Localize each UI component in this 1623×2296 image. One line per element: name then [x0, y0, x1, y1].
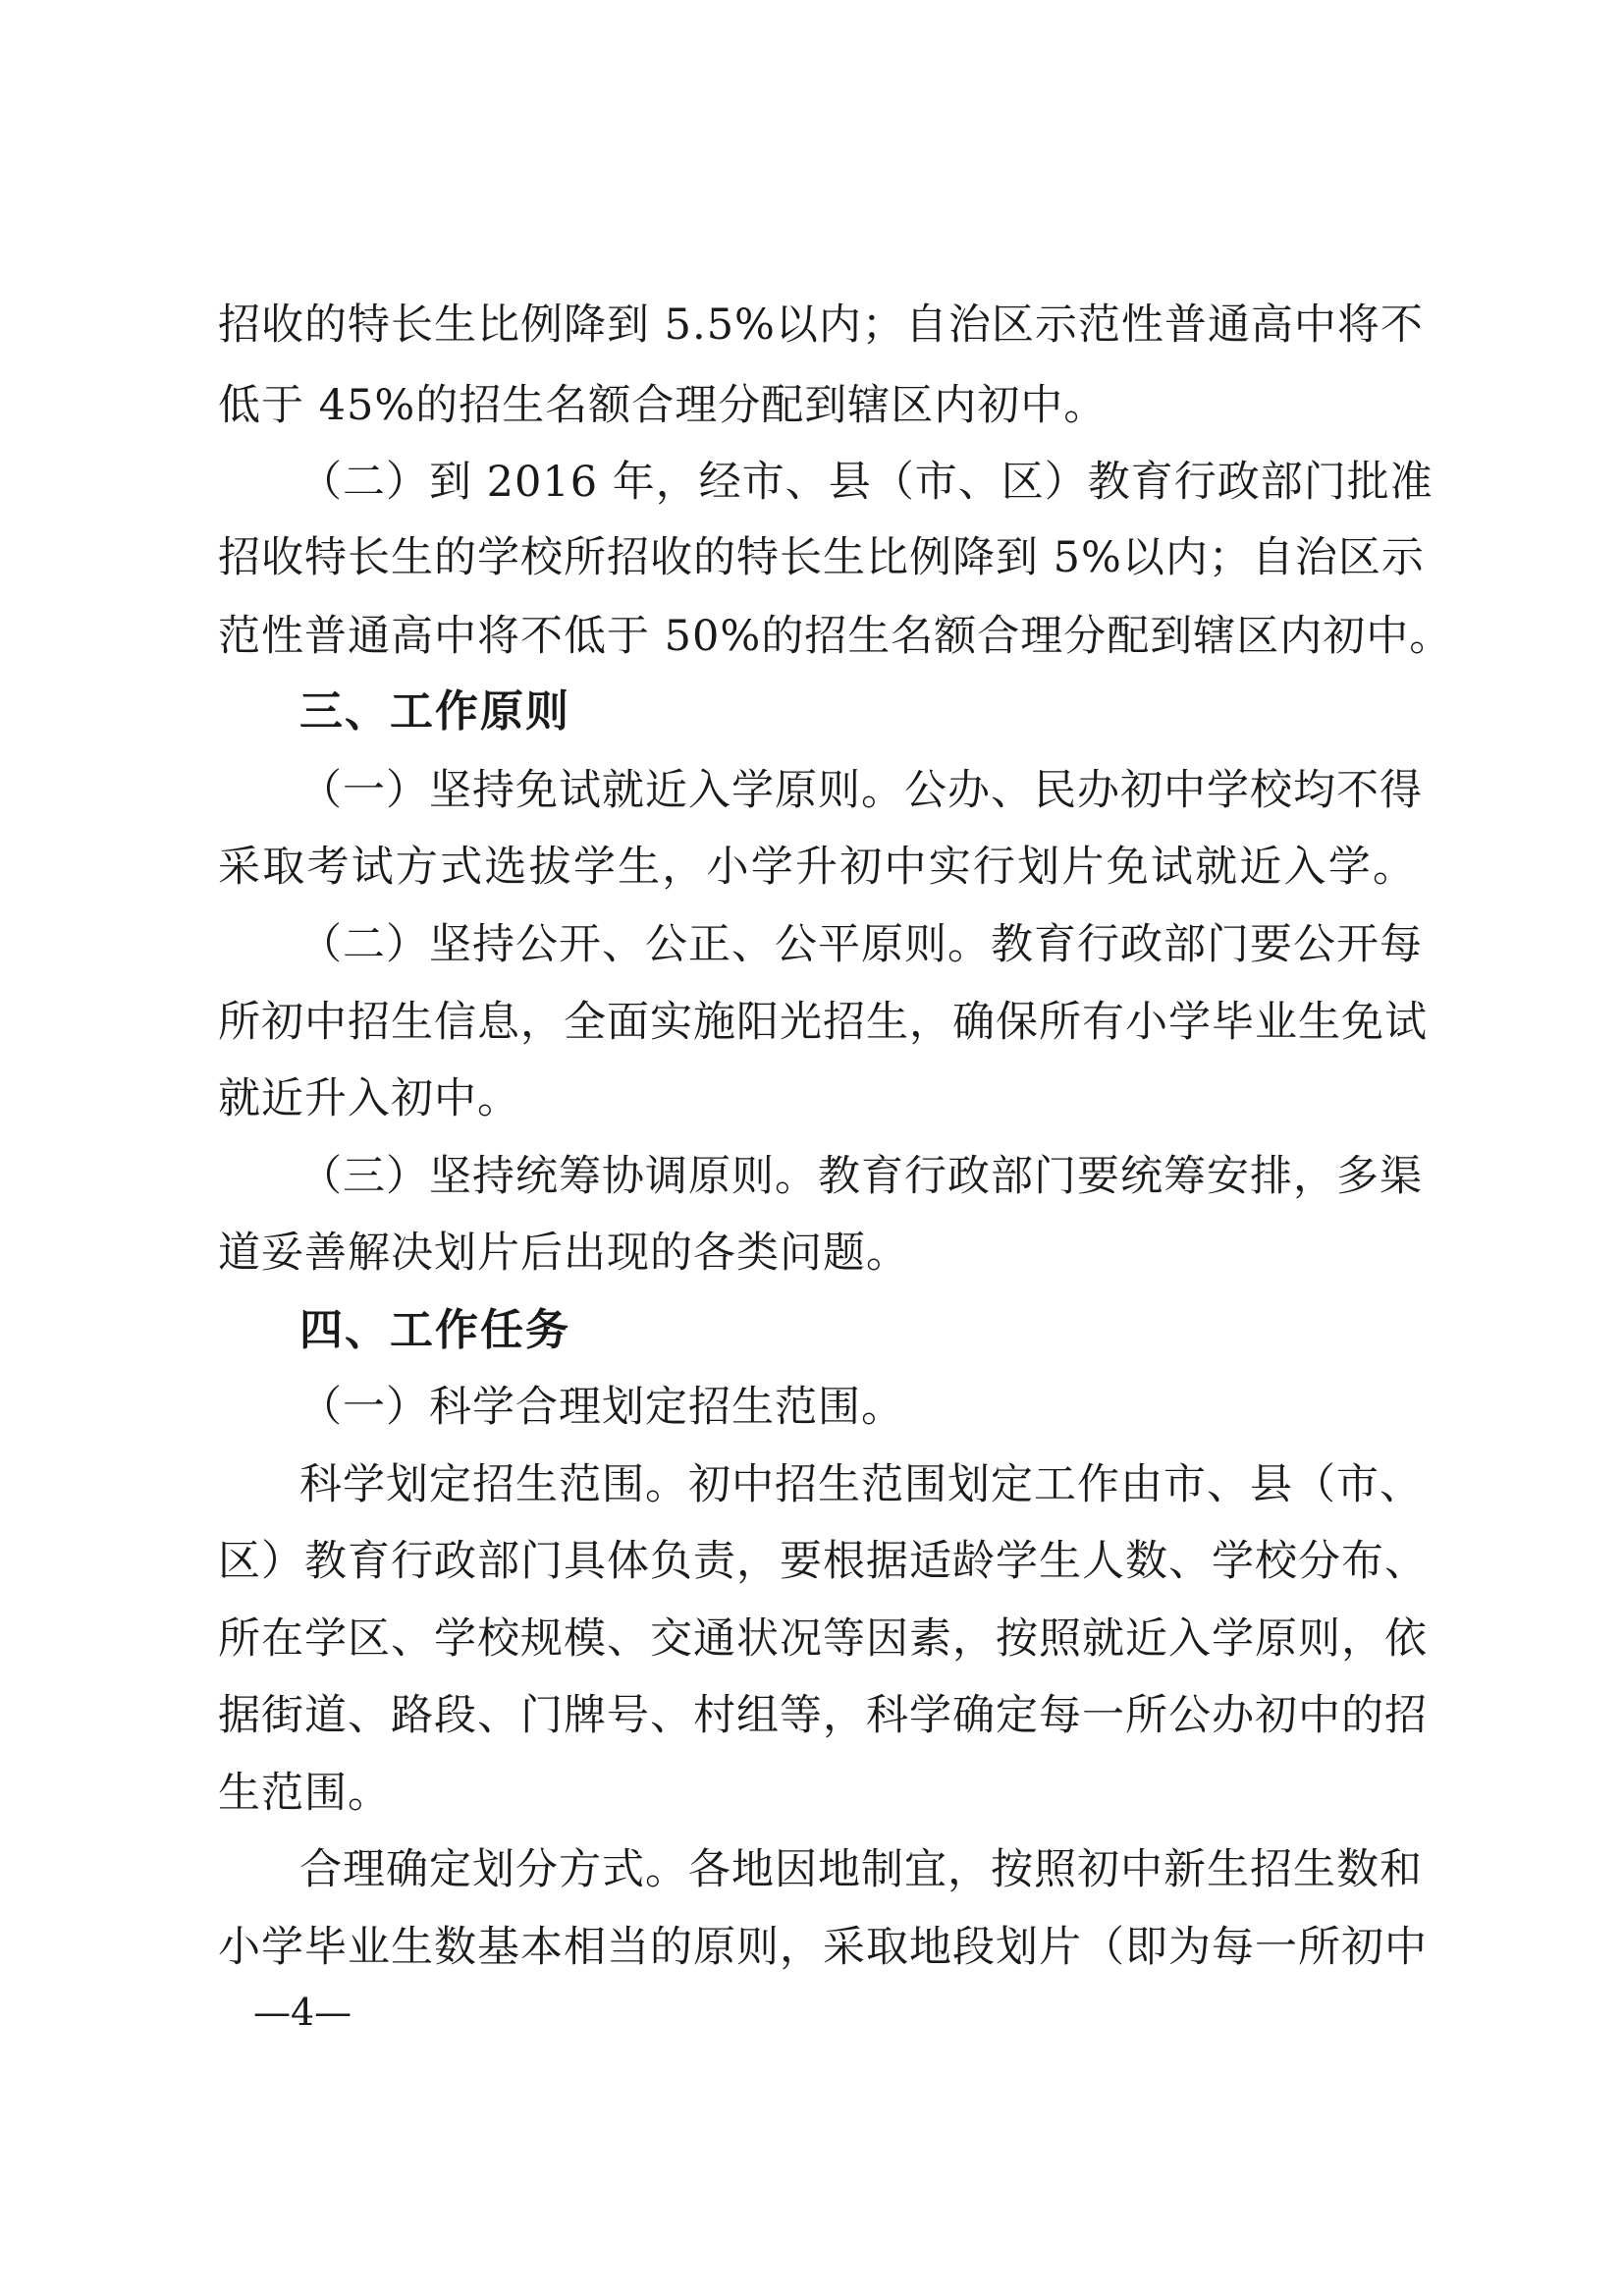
paragraph-7-line-1: 合理确定划分方式。各地因地制宜，按照初中新生招生数和 [299, 1845, 1423, 1894]
paragraph-6-line-3: 所在学区、学校规模、交通状况等因素，按照就近入学原则，依 [218, 1614, 1428, 1664]
section-heading-tasks: 四、工作任务 [299, 1305, 570, 1355]
section-heading-principles: 三、工作原则 [299, 686, 570, 737]
paragraph-2-line-3: 范性普通高中将不低于 50%的招生名额合理分配到辖区内初中。 [218, 612, 1453, 661]
paragraph-3-line-2: 采取考试方式选拔学生，小学升初中实行划片免试就近入学。 [218, 843, 1416, 892]
paragraph-4-line-2: 所初中招生信息，全面实施阳光招生，确保所有小学毕业生免试 [218, 998, 1428, 1047]
paragraph-1-line-1: 招收的特长生比例降到 5.5%以内；自治区示范性普通高中将不 [218, 301, 1424, 350]
paragraph-6-line-4: 据街道、路段、门牌号、村组等，科学确定每一所公办初中的招 [218, 1691, 1428, 1740]
page-number: —4— [253, 1991, 352, 2034]
paragraph-6-line-5: 生范围。 [218, 1769, 391, 1818]
paragraph-6-line-2: 区）教育行政部门具体负责，要根据适龄学生人数、学校分布、 [218, 1537, 1428, 1586]
paragraph-2-line-1: （二）到 2016 年，经市、县（市、区）教育行政部门批准 [299, 458, 1434, 507]
paragraph-2-line-2: 招收特长生的学校所招收的特长生比例降到 5%以内；自治区示 [218, 533, 1425, 582]
paragraph-4-line-3: 就近升入初中。 [218, 1074, 520, 1123]
paragraph-1-line-2: 低于 45%的招生名额合理分配到辖区内初中。 [218, 381, 1108, 430]
paragraph-3-line-1: （一）坚持免试就近入学原则。公办、民办初中学校均不得 [299, 766, 1423, 815]
paragraph-6-line-1: 科学划定招生范围。初中招生范围划定工作由市、县（市、 [299, 1460, 1423, 1509]
paragraph-7-line-2: 小学毕业生数基本相当的原则，采取地段划片（即为每一所初中 [218, 1923, 1428, 1972]
paragraph-5-line-2: 道妥善解决划片后出现的各类问题。 [218, 1229, 909, 1278]
paragraph-4-line-1: （二）坚持公开、公正、公平原则。教育行政部门要公开每 [299, 920, 1423, 969]
paragraph-5-line-1: （三）坚持统筹协调原则。教育行政部门要统筹安排，多渠 [299, 1152, 1423, 1201]
subheading-enrollment-scope: （一）科学合理划定招生范围。 [299, 1383, 904, 1432]
